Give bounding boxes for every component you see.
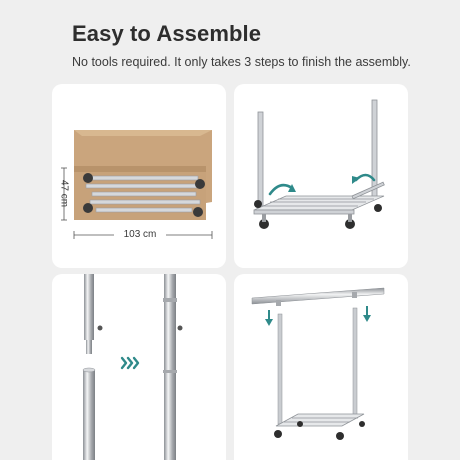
side-poles [278, 308, 357, 424]
rack-parts [83, 173, 205, 217]
lower-pole-left [83, 368, 95, 460]
package-illustration [52, 84, 226, 268]
top-bar [252, 288, 384, 306]
page-subtitle: No tools required. It only takes 3 steps to finish the assembly. [72, 55, 411, 69]
rack-base-illustration [234, 84, 408, 268]
page-title: Easy to Assemble [72, 21, 262, 46]
width-label: 103 cm [123, 229, 157, 240]
upper-pole-left [84, 274, 103, 354]
header [72, 20, 432, 71]
pole-connection-panel [52, 274, 226, 460]
box-lid-edge [74, 130, 212, 136]
pole-connection-illustration [52, 274, 226, 460]
height-label: 47 cm [58, 179, 70, 208]
top-bar-panel [234, 274, 408, 460]
triple-chevron-right-icon [122, 358, 138, 368]
rack-base-panel [234, 84, 408, 268]
package-dimensions-panel [52, 84, 226, 268]
assembled-pole [163, 274, 183, 460]
rack-base [276, 414, 364, 426]
top-bar-illustration [234, 274, 408, 460]
